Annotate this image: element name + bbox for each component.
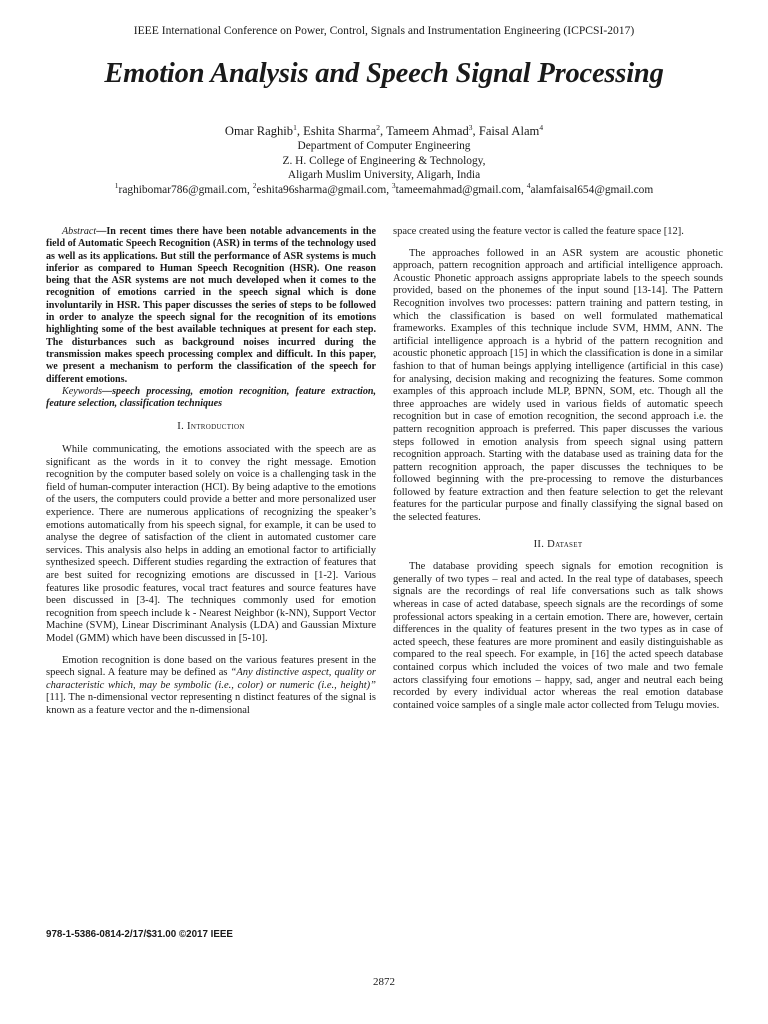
abstract: Abstract—In recent times there have been notable advancements in the field of Automatic Speech Recognition (ASR) in terms of the technology used as well as its applications. But still the performance of ASR systems is much inferior as compared to Human Speech Recognition (HSR). One reason being that the ASR systems are not much developed when it comes to the recognition of emotions carried in the speech signal which is done involuntarily in HSR. This paper discusses the series of steps to be followed in order to analyze the speech signal for the recognition of its emotions highlighting some of the best available techniques at present for each step. The disturbances such as background noises incurred during the transmission makes speech processing complex and difficult. In this paper, we present a mechanism to perform the classification of the speech for different emotions. (46, 226, 376, 385)
university: Aligarh Muslim University, Aligarh, India (287, 169, 481, 182)
email-address[interactable]: eshita96sharma@gmail.com (256, 183, 387, 196)
section-title: Dataset (547, 538, 583, 550)
author-superscript: 3 (468, 122, 473, 132)
email-list: $^1$raghibomar786@gmail.com, $^2$eshita96sharma@gmail.com, $^3$tameemahmad@gmail.com, $^4$alamfaisal654@gmail.com (114, 180, 654, 196)
email-address[interactable]: alamfaisal654@gmail.com (530, 183, 654, 196)
author-name: Eshita Sharma (303, 124, 377, 138)
keywords-lead: Keywords (62, 385, 103, 397)
paragraph: The database providing speech signals for emotion recognition is generally of two types – real and acted. In the real type of databases, speech signals are the recordings of real life conversations such as talk shows whereas in case of acted database, speech signals are the recordings of some professional actors speaking in a certain emotion. There are, however, certain differences in the quality of features present in the two types as in case of acted speech, these features are more prominent and easily distinguishable as compared to the real speech. For example, in [16] the acted speech database contained corpus which included the voices of two male and two female actors classifying four emotions – happy, sad, anger and neutral each being recorded by every individual actor whereas the real emotion database contained voice samples of a single male actor collected from Telugu movies. (393, 561, 723, 711)
section-heading (393, 539, 723, 552)
abstract-text: In recent times there have been notable advancements in the field of Automatic Speech Recognition (ASR) in terms of the technology used as well as its applications. But still the performance of ASR systems is much inferior as compared to Human Speech Recognition (HSR). One reason being that the ASR systems are not much developed when it comes to the recognition of emotions carried in the speech signal which is done involuntarily in HSR. This paper discusses the series of steps to be followed in order to analyze the speech signal for the recognition of its emotions highlighting some of the best available techniques at present for each step. The disturbances such as background noises incurred during the transmission makes speech processing complex and difficult. In this paper, we present a mechanism to perform the classification of the speech for different emotions. (46, 226, 376, 385)
author-name: Tameem Ahmad (386, 124, 469, 138)
page-number: 2872 (373, 976, 395, 988)
paragraph (46, 655, 376, 718)
department: Department of Computer Engineering (297, 140, 471, 152)
section-heading (46, 421, 376, 434)
section-title: Introduction (187, 421, 245, 433)
email-superscript: 1 (114, 180, 119, 190)
left-column (46, 226, 376, 718)
author-list: Omar Raghib$^1$, Eshita Sharma$^2$, Tameem Ahmad$^3$, Faisal Alam$^4$ (224, 122, 544, 138)
keywords: Keywords—speech processing, emotion recognition, feature extraction, feature selection, classification techniques (46, 385, 376, 410)
affiliation-block (0, 139, 768, 197)
paragraph-text: Emotion recognition is done based on the various features present in the speech signal. A feature may be defined as (46, 654, 376, 679)
author-superscript: 2 (376, 122, 380, 132)
keywords-text: speech processing, emotion recognition, feature extraction, feature selection, classification techniques (46, 385, 376, 410)
email-superscript: 4 (526, 180, 531, 190)
conference-header: IEEE International Conference on Power, Control, Signals and Instrumentation Engineering (ICPCSI-2017) (133, 24, 635, 37)
abstract-lead: Abstract (62, 226, 97, 237)
paragraph: While communicating, the emotions associated with the speech are as significant as the words in it to convey the right message. Emotion recognition by the computer based solely on voice is a challenging task in the field of human-computer interaction (HCI). By being adaptive to the emotions of the users, the computers could provide a better and more personalized user experience. There are numerous applications of recognizing the speaker’s emotions automatically from his speech signal, for example, it can be used to analyse the degree of satisfaction of the client in automated customer care services. This analysis also helps in adding an emotional factor to artificially synthesized speech. Different studies regarding the extraction of features that are best suited for recognizing emotions are discussed in [1-2]. Various features like prosodic features, vocal tract features and source features have been discussed in [3-4]. The techniques commonly used for emotion recognition from speech include k - Nearest Neighbor (k-NN), Support Vector Machine (SVM), Linear Discriminant Analysis (LDA) and Gaussian Mixture Model (GMM) which have been discussed in [5-10]. (46, 444, 376, 644)
paragraph: space created using the feature vector is called the feature space [12]. (393, 226, 684, 237)
email-address[interactable]: raghibomar786@gmail.com (118, 183, 248, 196)
author-name: Faisal Alam (478, 124, 540, 138)
email-address[interactable]: tameemahmad@gmail.com (395, 183, 521, 196)
paper-title: Emotion Analysis and Speech Signal Processing (104, 58, 664, 89)
right-column (393, 226, 723, 712)
college: Z. H. College of Engineering & Technology, (282, 154, 486, 167)
author-superscript: 4 (539, 122, 544, 132)
email-superscript: 2 (252, 180, 257, 190)
paragraph: The approaches followed in an ASR system are acoustic phonetic approach, pattern recognition approach and artificial intelligence approach. Acoustic Phonetic approach assigns appropriate labels to the speech sounds provided, based on the phonemes of the input sound [13-14]. The Pattern Recognition involves two processes: pattern training and pattern testing, in which the classification is based on well formulated mathematical frameworks. Examples of this technique include SVM, HMM, ANN. The artificial intelligence approach is a hybrid of the pattern recognition and acoustic phonetic approach [15] in which the classification is done in a similar fashion to that of human beings applying intelligence (artificial in this case) for analysing, decision making and recognizing the features. Some common examples of this approach include MLP, BPNN, SOM, etc. Though all the three approaches are widely used in various fields of automatic speech recognition but in case of emotion recognition, the second approach i.e. the pattern recognition approach is preferred. This paper discusses the various steps followed in emotion analysis from speech signal using pattern recognition approach. Starting with the database used as training data for the pattern recognition approach, the paper discusses the techniques to be followed beginning with the pre-processing to remove the disturbances followed by feature extraction and then feature selection to get the relevant features for the particular purpose and finally classifying the signal based on the selected features. (393, 247, 723, 524)
author-name: Omar Raghib (224, 124, 294, 138)
email-superscript: 3 (391, 180, 396, 190)
paragraph-text: [11]. The n-dimensional vector representing n distinct features of the signal is known as a feature vector and the n-dimensional (46, 692, 376, 716)
copyright-footer: 978-1-5386-0814-2/17/$31.00 ©2017 IEEE (46, 929, 233, 940)
definition-quote: “Any distinctive aspect, quality or characteristic which, may be symbolic (i.e., color) or numeric (i.e., height)” (46, 667, 377, 691)
author-superscript: 1 (293, 122, 297, 132)
section-number: II. (533, 538, 545, 550)
section-number: I. (177, 421, 185, 433)
